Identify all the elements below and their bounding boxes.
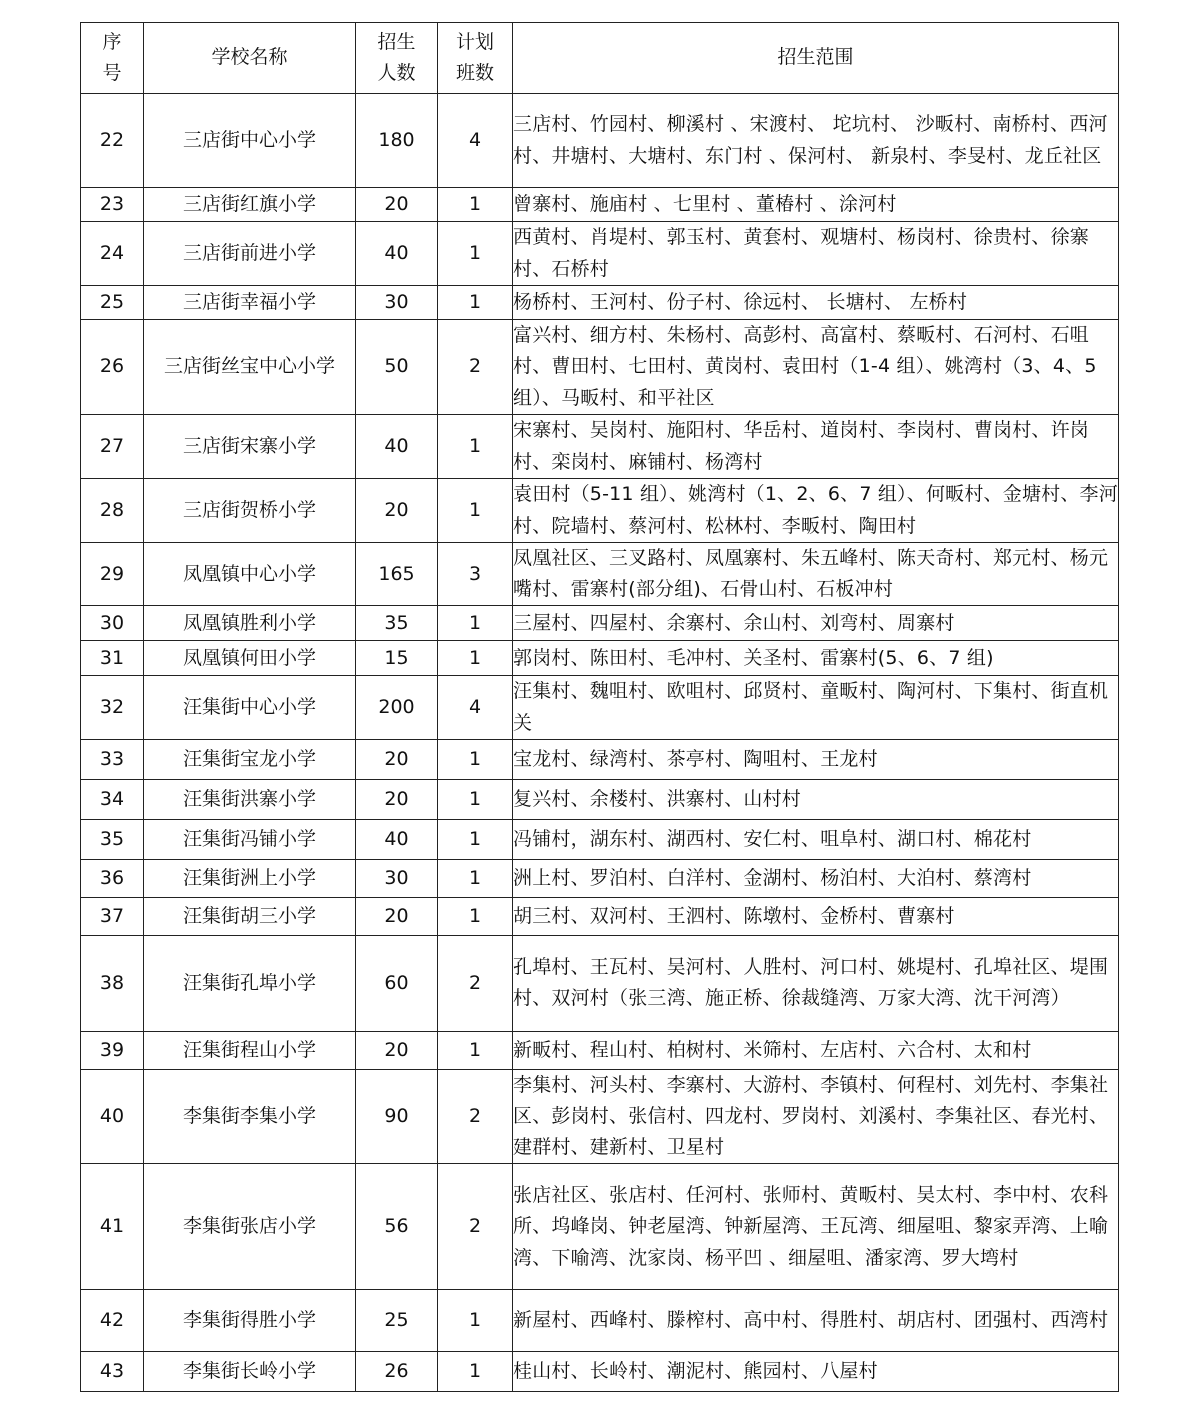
table-row bbox=[81, 676, 1119, 739]
cell-enroll: 40 bbox=[356, 222, 438, 286]
cell-school: 三店街前进小学 bbox=[144, 222, 356, 286]
cell-no: 37 bbox=[81, 897, 144, 935]
header-enroll: 招生人数 bbox=[356, 23, 438, 94]
cell-classes: 1 bbox=[438, 819, 513, 859]
cell-scope: 郭岗村、陈田村、毛冲村、关圣村、雷寨村(5、6、7 组) bbox=[513, 641, 1119, 676]
cell-classes: 2 bbox=[438, 935, 513, 1031]
table-row bbox=[81, 1164, 1119, 1290]
cell-enroll: 56 bbox=[356, 1164, 438, 1290]
table-row bbox=[81, 94, 1119, 188]
cell-classes: 4 bbox=[438, 676, 513, 739]
cell-no: 30 bbox=[81, 606, 144, 641]
cell-classes: 1 bbox=[438, 779, 513, 819]
table-row bbox=[81, 739, 1119, 779]
cell-school: 汪集街中心小学 bbox=[144, 676, 356, 739]
cell-scope: 凤凰社区、三叉路村、凤凰寨村、朱五峰村、陈天奇村、郑元村、杨元嘴村、雷寨村(部分组)、石骨山村、石板冲村 bbox=[513, 543, 1119, 606]
cell-no: 38 bbox=[81, 935, 144, 1031]
table-row bbox=[81, 859, 1119, 897]
table-row bbox=[81, 543, 1119, 606]
cell-scope: 曾寨村、施庙村 、七里村 、董椿村 、涂河村 bbox=[513, 188, 1119, 222]
cell-no: 27 bbox=[81, 415, 144, 479]
cell-classes: 1 bbox=[438, 606, 513, 641]
cell-no: 26 bbox=[81, 320, 144, 415]
cell-enroll: 30 bbox=[356, 286, 438, 320]
cell-enroll: 165 bbox=[356, 543, 438, 606]
cell-classes: 4 bbox=[438, 94, 513, 188]
cell-classes: 1 bbox=[438, 1290, 513, 1352]
cell-scope: 新畈村、程山村、柏树村、米筛村、左店村、六合村、太和村 bbox=[513, 1031, 1119, 1069]
cell-scope: 复兴村、余楼村、洪寨村、山村村 bbox=[513, 779, 1119, 819]
cell-no: 34 bbox=[81, 779, 144, 819]
cell-no: 22 bbox=[81, 94, 144, 188]
header-no: 序号 bbox=[81, 23, 144, 94]
cell-school: 凤凰镇中心小学 bbox=[144, 543, 356, 606]
cell-scope: 西黄村、肖堤村、郭玉村、黄套村、观塘村、杨岗村、徐贵村、徐寨村、石桥村 bbox=[513, 222, 1119, 286]
header-scope: 招生范围 bbox=[513, 23, 1119, 94]
cell-school: 汪集街洪寨小学 bbox=[144, 779, 356, 819]
cell-classes: 1 bbox=[438, 1352, 513, 1392]
cell-school: 汪集街宝龙小学 bbox=[144, 739, 356, 779]
cell-enroll: 20 bbox=[356, 739, 438, 779]
cell-classes: 3 bbox=[438, 543, 513, 606]
cell-scope: 袁田村（5-11 组）、姚湾村（1、2、6、7 组）、何畈村、金塘村、李河村、院墙村、蔡河村、松林村、李畈村、陶田村 bbox=[513, 479, 1119, 543]
cell-school: 汪集街孔埠小学 bbox=[144, 935, 356, 1031]
cell-scope: 桂山村、长岭村、潮泥村、熊园村、八屋村 bbox=[513, 1352, 1119, 1392]
cell-enroll: 40 bbox=[356, 415, 438, 479]
cell-no: 29 bbox=[81, 543, 144, 606]
cell-classes: 1 bbox=[438, 415, 513, 479]
cell-school: 三店街中心小学 bbox=[144, 94, 356, 188]
cell-enroll: 20 bbox=[356, 897, 438, 935]
cell-scope: 洲上村、罗泊村、白洋村、金湖村、杨泊村、大泊村、蔡湾村 bbox=[513, 859, 1119, 897]
table-body bbox=[81, 94, 1119, 1392]
cell-enroll: 35 bbox=[356, 606, 438, 641]
cell-enroll: 200 bbox=[356, 676, 438, 739]
cell-scope: 新屋村、西峰村、滕榨村、高中村、得胜村、胡店村、团强村、西湾村 bbox=[513, 1290, 1119, 1352]
cell-classes: 1 bbox=[438, 222, 513, 286]
cell-enroll: 20 bbox=[356, 188, 438, 222]
enrollment-table bbox=[80, 22, 1119, 1392]
cell-enroll: 20 bbox=[356, 479, 438, 543]
cell-no: 28 bbox=[81, 479, 144, 543]
cell-school: 汪集街冯铺小学 bbox=[144, 819, 356, 859]
cell-school: 李集街长岭小学 bbox=[144, 1352, 356, 1392]
cell-no: 33 bbox=[81, 739, 144, 779]
cell-school: 李集街张店小学 bbox=[144, 1164, 356, 1290]
cell-no: 41 bbox=[81, 1164, 144, 1290]
cell-scope: 宝龙村、绿湾村、茶亭村、陶咀村、王龙村 bbox=[513, 739, 1119, 779]
table-header bbox=[81, 23, 1119, 94]
table-row bbox=[81, 1352, 1119, 1392]
cell-enroll: 25 bbox=[356, 1290, 438, 1352]
table-row bbox=[81, 1290, 1119, 1352]
table-row bbox=[81, 779, 1119, 819]
table-row bbox=[81, 641, 1119, 676]
table-row bbox=[81, 222, 1119, 286]
cell-enroll: 20 bbox=[356, 1031, 438, 1069]
table-row bbox=[81, 415, 1119, 479]
cell-scope: 三屋村、四屋村、余寨村、余山村、刘弯村、周寨村 bbox=[513, 606, 1119, 641]
table-row bbox=[81, 1069, 1119, 1164]
cell-classes: 1 bbox=[438, 739, 513, 779]
cell-school: 三店街红旗小学 bbox=[144, 188, 356, 222]
cell-no: 32 bbox=[81, 676, 144, 739]
cell-classes: 1 bbox=[438, 188, 513, 222]
header-classes: 计划班数 bbox=[438, 23, 513, 94]
table-row bbox=[81, 819, 1119, 859]
cell-scope: 杨桥村、王河村、份子村、徐远村、 长塘村、 左桥村 bbox=[513, 286, 1119, 320]
cell-enroll: 90 bbox=[356, 1069, 438, 1164]
cell-no: 24 bbox=[81, 222, 144, 286]
cell-scope: 李集村、河头村、李寨村、大游村、李镇村、何程村、刘先村、李集社区、彭岗村、张信村、四龙村、罗岗村、刘溪村、李集社区、春光村、建群村、建新村、卫星村 bbox=[513, 1069, 1119, 1164]
cell-school: 三店街宋寨小学 bbox=[144, 415, 356, 479]
cell-school: 李集街得胜小学 bbox=[144, 1290, 356, 1352]
cell-scope: 胡三村、双河村、王泗村、陈墩村、金桥村、曹寨村 bbox=[513, 897, 1119, 935]
table-row bbox=[81, 286, 1119, 320]
cell-classes: 1 bbox=[438, 641, 513, 676]
header-row bbox=[81, 23, 1119, 94]
cell-scope: 宋寨村、吴岗村、施阳村、华岳村、道岗村、李岗村、曹岗村、许岗村、栾岗村、麻铺村、杨湾村 bbox=[513, 415, 1119, 479]
cell-scope: 张店社区、张店村、任河村、张师村、黄畈村、吴太村、李中村、农科所、坞峰岗、钟老屋湾、钟新屋湾、王瓦湾、细屋咀、黎家弄湾、上喻湾、下喻湾、沈家岗、杨平凹 、细屋咀、潘家湾、罗大塆村 bbox=[513, 1164, 1119, 1290]
cell-school: 汪集街胡三小学 bbox=[144, 897, 356, 935]
table-row bbox=[81, 606, 1119, 641]
cell-school: 汪集街程山小学 bbox=[144, 1031, 356, 1069]
cell-school: 李集街李集小学 bbox=[144, 1069, 356, 1164]
cell-enroll: 30 bbox=[356, 859, 438, 897]
table-row bbox=[81, 188, 1119, 222]
cell-school: 凤凰镇胜利小学 bbox=[144, 606, 356, 641]
cell-enroll: 15 bbox=[356, 641, 438, 676]
cell-no: 25 bbox=[81, 286, 144, 320]
table-row bbox=[81, 479, 1119, 543]
cell-no: 42 bbox=[81, 1290, 144, 1352]
header-school: 学校名称 bbox=[144, 23, 356, 94]
cell-no: 36 bbox=[81, 859, 144, 897]
cell-school: 三店街丝宝中心小学 bbox=[144, 320, 356, 415]
cell-enroll: 20 bbox=[356, 779, 438, 819]
cell-scope: 冯铺村，湖东村、湖西村、安仁村、咀阜村、湖口村、棉花村 bbox=[513, 819, 1119, 859]
cell-classes: 2 bbox=[438, 1069, 513, 1164]
cell-enroll: 40 bbox=[356, 819, 438, 859]
cell-school: 汪集街洲上小学 bbox=[144, 859, 356, 897]
cell-no: 23 bbox=[81, 188, 144, 222]
table-row bbox=[81, 935, 1119, 1031]
cell-classes: 1 bbox=[438, 897, 513, 935]
cell-school: 三店街幸福小学 bbox=[144, 286, 356, 320]
cell-no: 35 bbox=[81, 819, 144, 859]
cell-no: 39 bbox=[81, 1031, 144, 1069]
cell-enroll: 50 bbox=[356, 320, 438, 415]
cell-school: 三店街贺桥小学 bbox=[144, 479, 356, 543]
cell-classes: 2 bbox=[438, 1164, 513, 1290]
cell-classes: 1 bbox=[438, 286, 513, 320]
cell-enroll: 60 bbox=[356, 935, 438, 1031]
cell-scope: 三店村、竹园村、柳溪村 、宋渡村、 坨坑村、 沙畈村、南桥村、西河村、井塘村、大塘村、东门村 、保河村、 新泉村、李旻村、龙丘社区 bbox=[513, 94, 1119, 188]
cell-no: 40 bbox=[81, 1069, 144, 1164]
cell-no: 43 bbox=[81, 1352, 144, 1392]
cell-classes: 2 bbox=[438, 320, 513, 415]
cell-enroll: 26 bbox=[356, 1352, 438, 1392]
cell-school: 凤凰镇何田小学 bbox=[144, 641, 356, 676]
cell-enroll: 180 bbox=[356, 94, 438, 188]
cell-scope: 汪集村、魏咀村、欧咀村、邱贤村、童畈村、陶河村、下集村、街直机关 bbox=[513, 676, 1119, 739]
cell-classes: 1 bbox=[438, 479, 513, 543]
cell-scope: 孔埠村、王瓦村、吴河村、人胜村、河口村、姚堤村、孔埠社区、堤围村、双河村（张三湾、施正桥、徐裁缝湾、万家大湾、沈干河湾） bbox=[513, 935, 1119, 1031]
table-row bbox=[81, 897, 1119, 935]
table-row bbox=[81, 1031, 1119, 1069]
cell-no: 31 bbox=[81, 641, 144, 676]
table-row bbox=[81, 320, 1119, 415]
cell-classes: 1 bbox=[438, 859, 513, 897]
cell-classes: 1 bbox=[438, 1031, 513, 1069]
cell-scope: 富兴村、细方村、朱杨村、高彭村、高富村、蔡畈村、石河村、石咀村、曹田村、七田村、黄岗村、袁田村（1-4 组）、姚湾村（3、4、5 组）、马畈村、和平社区 bbox=[513, 320, 1119, 415]
